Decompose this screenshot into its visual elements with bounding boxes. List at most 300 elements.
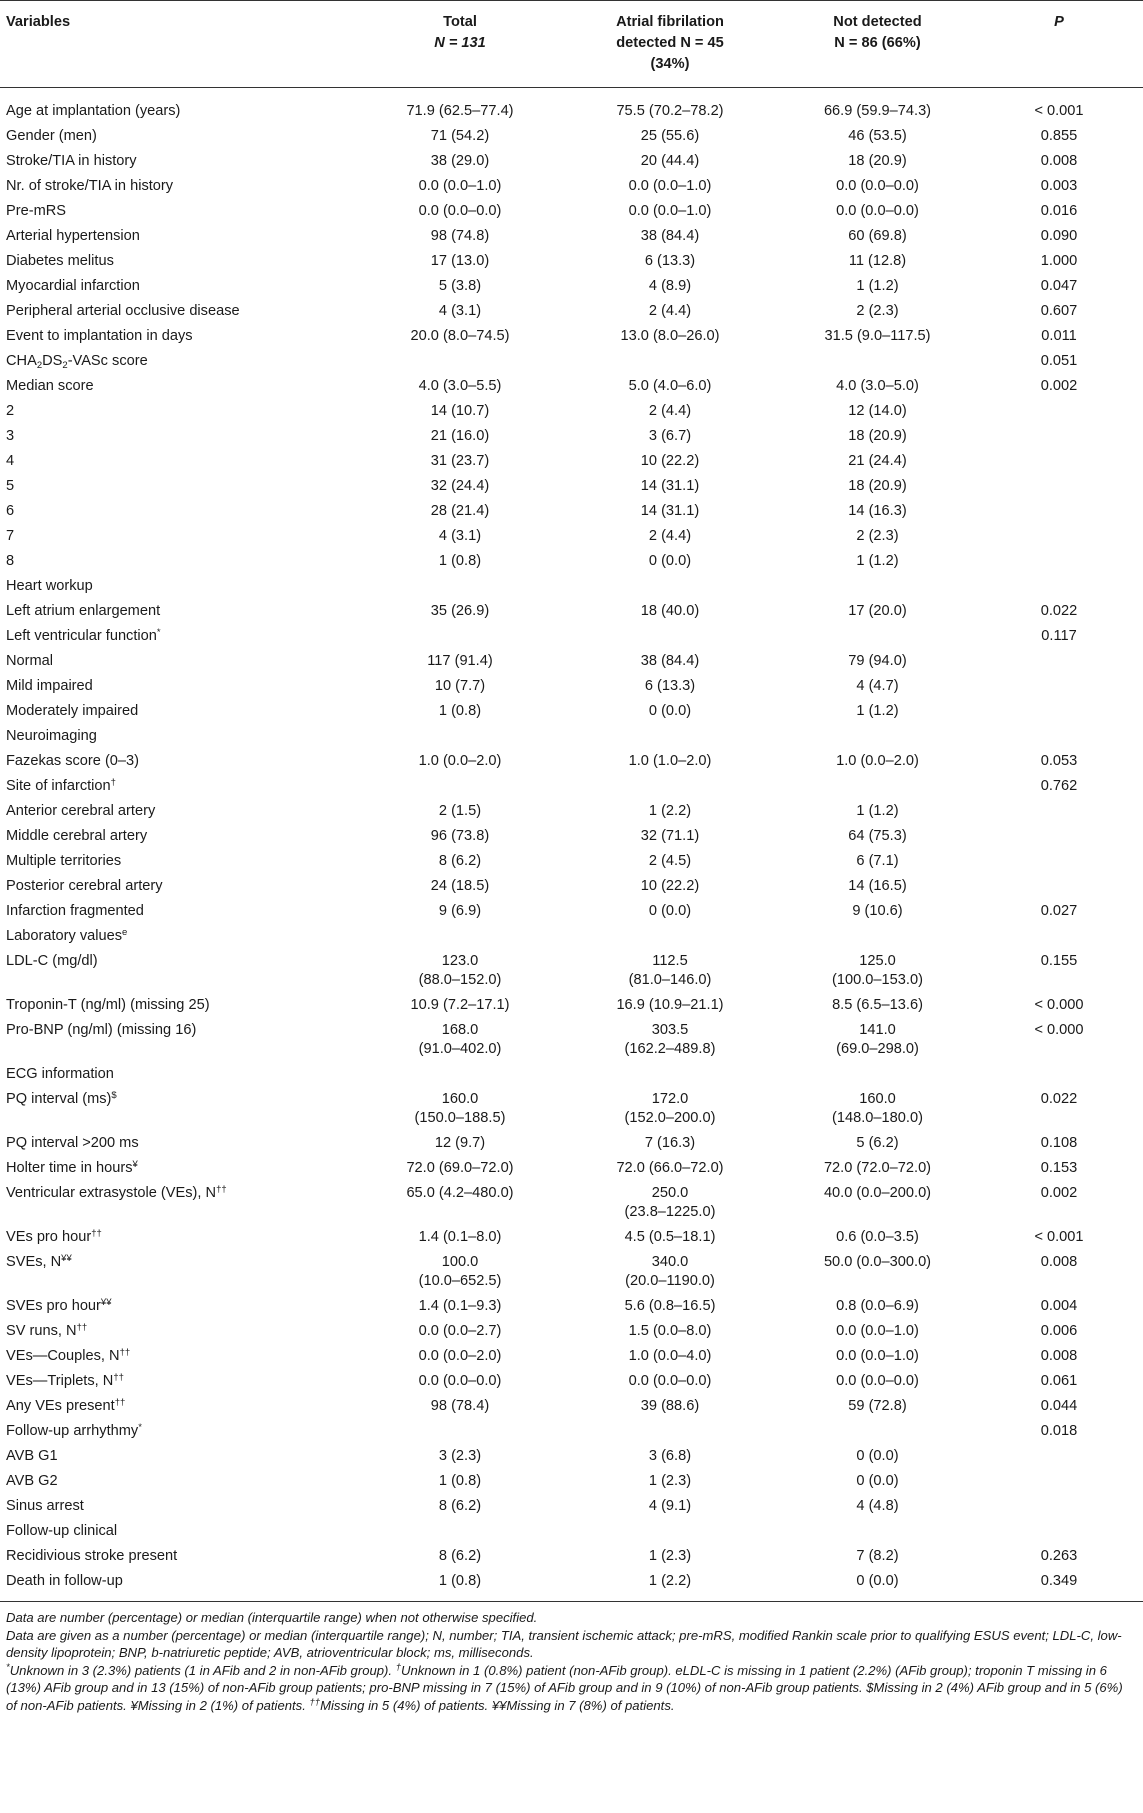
- cell-value: 35 (26.9): [430, 603, 490, 619]
- cell-total: [360, 1062, 560, 1087]
- cell-p-value: 0.051: [1040, 353, 1078, 369]
- cell-not-detected: [780, 724, 975, 749]
- cell-total: [360, 874, 560, 899]
- cell-total: [360, 924, 560, 949]
- table-row: [0, 149, 1143, 174]
- label-text: CHA: [6, 353, 37, 369]
- cell-afib: [560, 874, 780, 899]
- cell-p-value: [975, 549, 1143, 574]
- cell-p-value: 0.006: [1040, 1323, 1078, 1339]
- cell-not-detected: [780, 449, 975, 474]
- label-text: Ventricular extrasystole (VEs), N: [6, 1185, 217, 1201]
- label-text: 5: [6, 478, 15, 494]
- row-label: [0, 1294, 360, 1319]
- cell-value: 98 (74.8): [430, 228, 490, 244]
- cell-not-detected: [780, 1250, 975, 1294]
- cell-not-detected: [780, 249, 975, 274]
- label-text: AVB G2: [6, 1473, 58, 1489]
- cell-value: 32 (24.4): [430, 478, 490, 494]
- cell-p-value: 0.607: [1040, 303, 1078, 319]
- cell-afib: [560, 499, 780, 524]
- cell-not-detected: [780, 824, 975, 849]
- cell-value: 1 (2.2): [648, 803, 692, 819]
- cell-not-detected: [780, 1494, 975, 1519]
- label-superscript: †: [110, 777, 116, 788]
- cell-value: 60 (69.8): [848, 228, 907, 244]
- cell-value: 4 (8.9): [648, 278, 692, 294]
- cell-value: 117 (91.4): [427, 653, 493, 669]
- cell-not-detected: [780, 899, 975, 924]
- cell-total: [360, 124, 560, 149]
- row-label: [0, 1250, 360, 1294]
- cell-not-detected: [780, 1181, 975, 1225]
- cell-afib: [560, 1544, 780, 1569]
- cell-p-value: 0.155: [1040, 953, 1078, 969]
- table-row: [0, 124, 1143, 149]
- cell-value: 1 (2.3): [648, 1548, 692, 1564]
- cell-total: [360, 1156, 560, 1181]
- cell-p-value: [975, 1444, 1143, 1469]
- cell-value: 64 (75.3): [848, 828, 907, 844]
- cell-value: 31.5 (9.0–117.5): [824, 328, 931, 344]
- label-text: Recidivious stroke present: [6, 1548, 178, 1564]
- row-label: [0, 1131, 360, 1156]
- label-superscript: $: [111, 1090, 117, 1101]
- label-text: Heart workup: [6, 578, 93, 594]
- footnote-text: Unknown in 3 (2.3%) patients (1 in AFib and 2 in non-AFib group).: [9, 1662, 396, 1678]
- cell-p-value: [975, 499, 1143, 524]
- row-label: [0, 624, 360, 649]
- cell-value: 2 (1.5): [438, 803, 482, 819]
- cell-total: [360, 399, 560, 424]
- cell-afib: [560, 1444, 780, 1469]
- cell-not-detected: [780, 1087, 975, 1131]
- table-row: [0, 499, 1143, 524]
- cell-p-value: [975, 1519, 1143, 1544]
- table-row: [0, 574, 1143, 599]
- cell-total: [360, 1294, 560, 1319]
- cell-total: [360, 224, 560, 249]
- row-label: [0, 524, 360, 549]
- cell-value: 21 (24.4): [848, 453, 907, 469]
- cell-value: 160.0: [859, 1091, 896, 1107]
- row-label: [0, 924, 360, 949]
- cell-value: (148.0–180.0): [832, 1110, 923, 1126]
- cell-afib: [560, 349, 780, 374]
- footnote-superscript: †: [395, 1661, 401, 1673]
- cell-afib: [560, 324, 780, 349]
- cell-not-detected: [780, 624, 975, 649]
- cell-value: 4.0 (3.0–5.0): [836, 378, 919, 394]
- cell-total: [360, 1018, 560, 1062]
- cell-value: 0 (0.0): [648, 553, 692, 569]
- label-text: Nr. of stroke/TIA in history: [6, 178, 174, 194]
- cell-value: 1.0 (0.0–4.0): [628, 1348, 712, 1364]
- cell-p-value: 0.011: [1041, 328, 1077, 344]
- cell-value: 1 (0.8): [438, 1573, 482, 1589]
- cell-value: 4 (4.7): [856, 678, 899, 694]
- row-label: [0, 324, 360, 349]
- row-label: [0, 174, 360, 199]
- cell-p-value: [975, 824, 1143, 849]
- cell-value: 18 (20.9): [848, 153, 907, 169]
- table-row: [0, 524, 1143, 549]
- row-label: [0, 449, 360, 474]
- cell-p-value: 0.018: [1040, 1423, 1078, 1439]
- cell-p-value: 0.008: [1040, 1254, 1078, 1270]
- table-row: [0, 1419, 1143, 1444]
- cell-value: 0.0 (0.0–2.7): [418, 1323, 502, 1339]
- cell-total: [360, 1444, 560, 1469]
- cell-afib: [560, 449, 780, 474]
- cell-p-value: 0.044: [1040, 1398, 1078, 1414]
- cell-p-value: [975, 799, 1143, 824]
- label-text: 3: [6, 428, 15, 444]
- table-row: [0, 924, 1143, 949]
- cell-afib: [560, 749, 780, 774]
- footnote-text: Missing in 5 (4%) of patients. ¥¥Missing in 7 (8%) of patients.: [320, 1697, 675, 1713]
- cell-not-detected: [780, 274, 975, 299]
- row-label: [0, 724, 360, 749]
- cell-p-value: 0.762: [1040, 778, 1078, 794]
- cell-value: 0.0 (0.0–1.0): [836, 1323, 919, 1339]
- footnote-line: [6, 1662, 1137, 1715]
- table-row: [0, 1544, 1143, 1569]
- cell-value: 1.4 (0.1–9.3): [418, 1298, 502, 1314]
- label-superscript: ††: [216, 1184, 227, 1195]
- table-row: [0, 1181, 1143, 1225]
- cell-not-detected: [780, 149, 975, 174]
- table-row: [0, 1519, 1143, 1544]
- cell-afib: [560, 274, 780, 299]
- cell-afib: [560, 774, 780, 799]
- cell-value: 3 (2.3): [438, 1448, 482, 1464]
- label-subscript: 2: [36, 360, 43, 371]
- cell-value: 250.0: [651, 1185, 689, 1201]
- cell-value: 3 (6.8): [648, 1448, 692, 1464]
- cell-value: 18 (40.0): [640, 603, 700, 619]
- cell-value: 1 (2.2): [648, 1573, 692, 1589]
- label-text: Left atrium enlargement: [6, 603, 161, 619]
- label-text: DS: [42, 353, 63, 369]
- label-text: Gender (men): [6, 128, 97, 144]
- cell-not-detected: [780, 1419, 975, 1444]
- cell-afib: [560, 674, 780, 699]
- row-label: [0, 824, 360, 849]
- footnote-text: Unknown in 1 (0.8%) patient (non-AFib group). eLDL-C is missing in 1 patient (2.2%) (AFib group); troponin T missing in 6 (13%) AFib group and in 13 (15%) of non-AFib group patients; pro-BNP missing in 7 (15%) of AFib group and in 9 (10%) of non-AFib group patients. $Missing in 2 (4%) AFib group and in 5 (6%) of non-AFib patients. ¥Missing in 2 (1%) of patients.: [6, 1662, 1123, 1713]
- cell-p-value: [975, 474, 1143, 499]
- cell-total: [360, 1419, 560, 1444]
- cell-not-detected: [780, 1131, 975, 1156]
- row-label: [0, 349, 360, 374]
- cell-value: 0.0 (0.0–0.0): [628, 1373, 712, 1389]
- cell-value: 0.0 (0.0–1.0): [628, 203, 712, 219]
- cell-not-detected: [780, 774, 975, 799]
- cell-value: 141.0: [859, 1022, 896, 1038]
- table-row: [0, 993, 1143, 1018]
- cell-total: [360, 674, 560, 699]
- row-label: [0, 574, 360, 599]
- row-label: [0, 649, 360, 674]
- table-row: [0, 1469, 1143, 1494]
- cell-not-detected: [780, 1369, 975, 1394]
- cell-total: [360, 749, 560, 774]
- cell-total: [360, 799, 560, 824]
- table-row: [0, 624, 1143, 649]
- cell-value: 8 (6.2): [438, 853, 482, 869]
- cell-afib: [560, 424, 780, 449]
- cell-afib: [560, 1494, 780, 1519]
- cell-not-detected: [780, 599, 975, 624]
- row-label: [0, 1494, 360, 1519]
- table-row: [0, 1394, 1143, 1419]
- cell-value: 160.0: [441, 1091, 479, 1107]
- cell-total: [360, 349, 560, 374]
- cell-p-value: < 0.000: [1034, 997, 1084, 1013]
- cell-value: 18 (20.9): [848, 478, 907, 494]
- cell-value: 100.0: [441, 1254, 479, 1270]
- row-label: [0, 949, 360, 993]
- cell-p-value: 0.349: [975, 1569, 1143, 1602]
- cell-not-detected: [780, 1225, 975, 1250]
- table-row: [0, 1062, 1143, 1087]
- cell-total: [360, 649, 560, 674]
- label-text: Follow-up clinical: [6, 1523, 118, 1539]
- row-label: [0, 993, 360, 1018]
- cell-value: (91.0–402.0): [418, 1041, 502, 1057]
- row-label: [0, 474, 360, 499]
- cell-value: 0 (0.0): [856, 1473, 899, 1489]
- label-text: SVEs pro hour: [6, 1298, 101, 1314]
- cell-not-detected: [780, 324, 975, 349]
- cell-not-detected: [780, 524, 975, 549]
- cell-not-detected: [780, 874, 975, 899]
- cell-afib: [560, 1369, 780, 1394]
- cell-p-value: [975, 724, 1143, 749]
- table-body: [0, 88, 1143, 1602]
- cell-value: 9 (6.9): [438, 903, 482, 919]
- cell-p-value: 0.090: [1040, 228, 1078, 244]
- cell-total: [360, 1225, 560, 1250]
- cell-value: 6 (13.3): [644, 678, 696, 694]
- cell-p-value: [975, 424, 1143, 449]
- footnote-superscript: ††: [309, 1696, 321, 1708]
- cell-afib: [560, 399, 780, 424]
- label-superscript: ††: [113, 1372, 124, 1383]
- cell-not-detected: [780, 924, 975, 949]
- cell-value: 123.0: [441, 953, 479, 969]
- label-text: SVEs, N: [6, 1254, 62, 1270]
- label-text: Moderately impaired: [6, 703, 139, 719]
- row-label: [0, 424, 360, 449]
- cell-p-value: 0.004: [1040, 1298, 1078, 1314]
- cell-total: [360, 424, 560, 449]
- table-row: [0, 599, 1143, 624]
- cell-value: 6 (13.3): [644, 253, 696, 269]
- table-row: [0, 1225, 1143, 1250]
- cell-not-detected: [780, 749, 975, 774]
- table-footnotes: [0, 1602, 1143, 1715]
- label-text: Multiple territories: [6, 853, 122, 869]
- cell-afib: [560, 1394, 780, 1419]
- cell-p-value: [975, 574, 1143, 599]
- cell-not-detected: [780, 1569, 975, 1602]
- cell-not-detected: [780, 474, 975, 499]
- cell-value: 1.0 (1.0–2.0): [628, 753, 712, 769]
- cell-value: 172.0: [651, 1091, 689, 1107]
- cell-value: 8 (6.2): [438, 1498, 482, 1514]
- label-superscript: ††: [91, 1228, 102, 1239]
- table-row: [0, 449, 1143, 474]
- cell-p-value: [975, 699, 1143, 724]
- cell-value: 16.9 (10.9–21.1): [616, 997, 724, 1013]
- table-row: [0, 549, 1143, 574]
- table-row: [0, 199, 1143, 224]
- row-label: [0, 499, 360, 524]
- cell-p-value: [975, 849, 1143, 874]
- cell-p-value: 1.000: [1040, 253, 1078, 269]
- cell-p-value: 0.022: [1040, 603, 1078, 619]
- cell-afib: [560, 199, 780, 224]
- label-text: VEs—Triplets, N: [6, 1373, 114, 1389]
- label-text: 4: [6, 453, 15, 469]
- label-text: 7: [6, 528, 15, 544]
- table-row: [0, 1156, 1143, 1181]
- cell-value: 13.0 (8.0–26.0): [620, 328, 720, 344]
- cell-not-detected: [780, 574, 975, 599]
- label-superscript: ††: [76, 1322, 88, 1333]
- cell-value: 3 (6.7): [648, 428, 692, 444]
- table-row: [0, 88, 1143, 125]
- cell-value: 10.9 (7.2–17.1): [410, 997, 510, 1013]
- cell-value: (20.0–1190.0): [625, 1273, 715, 1289]
- cell-value: 0.0 (0.0–2.0): [418, 1348, 502, 1364]
- table-row: [0, 299, 1143, 324]
- cell-value: (162.2–489.8): [624, 1041, 716, 1057]
- cell-afib: [560, 949, 780, 993]
- label-text: Mild impaired: [6, 678, 93, 694]
- label-text: Normal: [6, 653, 54, 669]
- cell-value: 0 (0.0): [856, 1573, 899, 1589]
- cell-total: [360, 899, 560, 924]
- cell-total: [360, 1181, 560, 1225]
- table-row: [0, 1250, 1143, 1294]
- cell-total: [360, 849, 560, 874]
- cell-total: [360, 624, 560, 649]
- row-label: [0, 124, 360, 149]
- table-row: [0, 249, 1143, 274]
- cell-afib: [560, 1294, 780, 1319]
- cell-total: [360, 574, 560, 599]
- cell-p-value: < 0.001: [1034, 103, 1084, 119]
- row-label: [0, 1344, 360, 1369]
- cell-value: 2 (4.5): [648, 853, 692, 869]
- label-text: Anterior cerebral artery: [6, 803, 156, 819]
- cell-p-value: [975, 924, 1143, 949]
- cell-total: [360, 1087, 560, 1131]
- cell-afib: [560, 224, 780, 249]
- label-text: Diabetes melitus: [6, 253, 114, 269]
- cell-value: 4 (9.1): [648, 1498, 692, 1514]
- cell-value: 20.0 (8.0–74.5): [410, 328, 510, 344]
- row-label: [0, 88, 360, 125]
- cell-value: 8.5 (6.5–13.6): [832, 997, 923, 1013]
- cell-value: 0.0 (0.0–0.0): [418, 1373, 502, 1389]
- label-text: Follow-up arrhythmy: [6, 1423, 139, 1439]
- cell-p-value: 0.016: [1040, 203, 1078, 219]
- label-text: Troponin-T (ng/ml) (missing 25): [6, 997, 210, 1013]
- cell-value: 4 (3.1): [438, 528, 482, 544]
- cell-value: 39 (88.6): [640, 1398, 700, 1414]
- table-row: [0, 949, 1143, 993]
- cell-value: 7 (8.2): [856, 1548, 899, 1564]
- cell-total: [360, 1250, 560, 1294]
- label-text: VEs pro hour: [6, 1229, 92, 1245]
- label-superscript: ¥¥: [61, 1253, 72, 1264]
- cell-value: 5.6 (0.8–16.5): [624, 1298, 716, 1314]
- cell-value: 14 (10.7): [430, 403, 490, 419]
- cell-p-value: 0.027: [1040, 903, 1078, 919]
- cell-p-value: [975, 1494, 1143, 1519]
- cell-not-detected: [780, 674, 975, 699]
- cell-p-value: 0.002: [1040, 1185, 1078, 1201]
- label-text: 2: [6, 403, 15, 419]
- cell-value: 25 (55.6): [640, 128, 700, 144]
- row-label: [0, 1394, 360, 1419]
- row-label: [0, 799, 360, 824]
- cell-afib: [560, 1225, 780, 1250]
- cell-value: 31 (23.7): [430, 453, 490, 469]
- cell-value: 4 (3.1): [438, 303, 482, 319]
- cell-value: 38 (84.4): [640, 228, 700, 244]
- cell-value: 10 (22.2): [640, 878, 700, 894]
- cell-value: 1.0 (0.0–2.0): [418, 753, 502, 769]
- cell-p-value: 0.022: [1040, 1091, 1078, 1107]
- cell-total: [360, 1344, 560, 1369]
- row-label: [0, 1018, 360, 1062]
- cell-afib: [560, 1419, 780, 1444]
- table-row: [0, 374, 1143, 399]
- row-label: [0, 849, 360, 874]
- cell-p-value: [975, 449, 1143, 474]
- cell-value: 0.0 (0.0–0.0): [836, 203, 919, 219]
- cell-p-value: 0.047: [1040, 278, 1078, 294]
- cell-not-detected: [780, 1469, 975, 1494]
- label-text: LDL-C (mg/dl): [6, 953, 98, 969]
- label-text: Middle cerebral artery: [6, 828, 148, 844]
- cell-afib: [560, 1344, 780, 1369]
- cell-afib: [560, 1319, 780, 1344]
- cell-value: 14 (31.1): [640, 478, 700, 494]
- cell-not-detected: [780, 174, 975, 199]
- table-row: [0, 224, 1143, 249]
- label-text: PQ interval >200 ms: [6, 1135, 139, 1151]
- cell-value: 0.0 (0.0–0.0): [836, 178, 919, 194]
- cell-p-value: 0.053: [1040, 753, 1078, 769]
- cell-total: [360, 949, 560, 993]
- cell-not-detected: [780, 949, 975, 993]
- cell-p-value: < 0.001: [1034, 1229, 1084, 1245]
- table-row: [0, 1444, 1143, 1469]
- cell-value: 32 (71.1): [640, 828, 700, 844]
- row-label: [0, 1544, 360, 1569]
- cell-value: 40.0 (0.0–200.0): [823, 1185, 932, 1201]
- header-p: P: [975, 1, 1143, 88]
- cell-afib: [560, 1469, 780, 1494]
- cell-value: 0 (0.0): [648, 903, 692, 919]
- row-label: [0, 549, 360, 574]
- label-superscript: ¥: [132, 1159, 138, 1170]
